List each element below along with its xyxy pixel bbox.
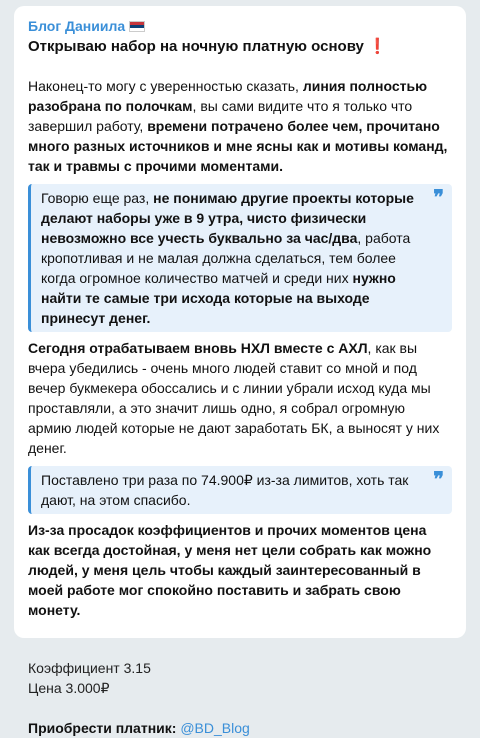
quote-text: Поставлено три раза по 74.900₽ из-за лимитов, хоть так дают, на этом спасибо. (41, 472, 409, 508)
bold-run: Из-за просадок коэффициентов и прочих моментов цена как всегда достойная, у меня нет цели собрать как можно людей, у меня цель чтобы каждый заинтересованный в моей работе мог спокойно поставить и забрать свою монету. (28, 522, 432, 618)
bold-run: линия полностью разобрана по полочкам (28, 78, 428, 114)
paragraph-nhl (28, 338, 452, 458)
headline-text: Открываю набор на ночную платную основу (28, 38, 364, 55)
blockquote-2 (28, 466, 452, 514)
bold-run: Сегодня отрабатываем вновь НХЛ вместе с АХЛ (28, 340, 368, 356)
message-bubble (14, 6, 466, 736)
quote-icon: ❞ (433, 185, 444, 209)
post-headline (28, 36, 452, 58)
channel-link[interactable]: @BD_Blog (180, 720, 250, 736)
channel-name[interactable] (28, 16, 452, 36)
coefficient-line: Коэффициент 3.15 (28, 660, 151, 676)
bold-run: времени потрачено более чем, прочитано много разных источников и мне ясны как и мотивы команд, так и травмы с прочими моментами. (28, 118, 448, 174)
bold-run: нужно найти те самые три исхода которые на выходе принесут денег. (41, 270, 396, 326)
text-run: Наконец-то могу с уверенностью сказать, (28, 78, 303, 94)
channel-name-text: Блог Даниила (28, 18, 126, 34)
text-run: Говорю еще раз, (41, 190, 154, 206)
bold-run: не понимаю другие проекты которые делают наборы уже в 9 утра, чисто физически невозможно все учесть буквально за час/два (41, 190, 414, 246)
text-run: , как вы вчера убедились - очень много людей ставит со мной и под вечер букмекера обоссались и с линии убрали исход куда мы проставляли, а это значит лишь одно, я собрал огромную армию людей которые не дают заработать БК, а выносят у них денег. (28, 340, 440, 456)
paragraph-intro (28, 76, 452, 176)
quote-icon: ❞ (433, 467, 444, 491)
buy-line (28, 718, 452, 738)
buy-label: Приобрести платник: (28, 720, 181, 736)
serbia-flag-icon (129, 21, 145, 32)
text-run: , работа кропотливая и не малая должна сделаться, тем более когда огромное количество матчей и среди них (41, 230, 411, 286)
text-run: , вы сами видите что я только что завершил работу, (28, 98, 413, 134)
paragraph-price (28, 520, 452, 620)
blockquote-1 (28, 184, 452, 332)
price-line: Цена 3.000₽ (28, 680, 110, 696)
exclamation-icon: ❗ (368, 38, 387, 55)
